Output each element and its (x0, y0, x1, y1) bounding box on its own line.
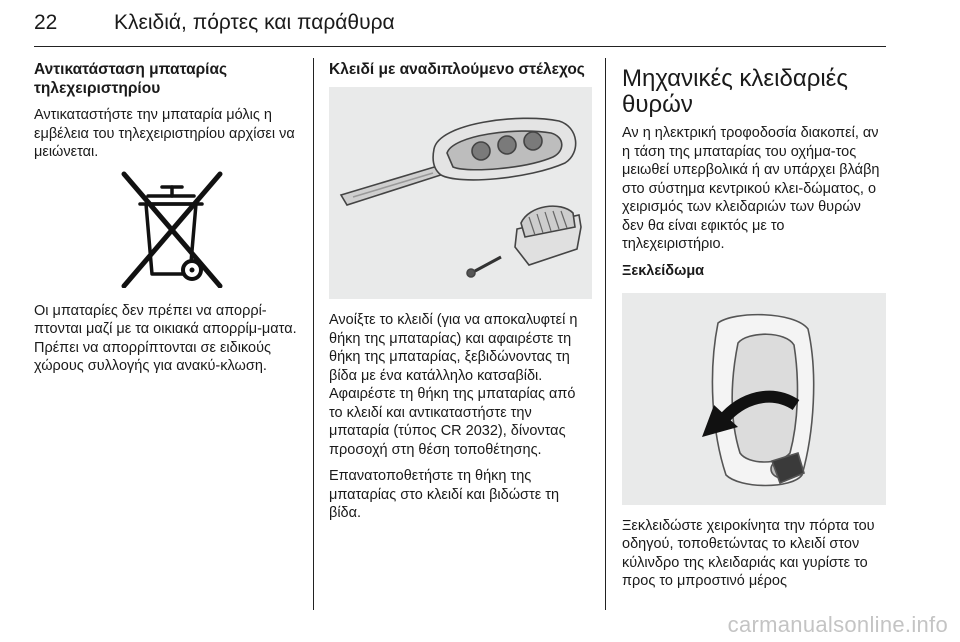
column-divider (313, 58, 314, 610)
folding-key-figure (329, 87, 592, 299)
page-number: 22 (34, 11, 58, 34)
column-divider (605, 58, 606, 610)
page-header (34, 8, 886, 47)
paragraph: Οι μπαταρίες δεν πρέπει να απορρί-πτονται μαζί με τα οικιακά απορρίμ-ματα. Πρέπει να απορρίπτονται σε ειδικούς χώρους συλλογής για ανακύ-κλωση. (34, 302, 297, 374)
door-lock-figure (622, 293, 886, 505)
door-handle-key-unlock-illustration (622, 293, 886, 505)
crossed-out-wheelie-bin-icon (34, 170, 302, 288)
running-title: Κλειδιά, πόρτες και παράθυρα (114, 11, 395, 34)
paragraph: Επανατοποθετήστε τη θήκη της μπαταρίας στο κλειδί και βιδώστε τη βίδα. (329, 468, 560, 521)
disposal-figure (34, 170, 302, 288)
column-folding-key (329, 60, 592, 531)
section-heading: Κλειδί με αναδιπλούμενο στέλεχος (329, 61, 585, 78)
column-battery-replacement (34, 60, 302, 384)
paragraph: Ανοίξτε το κλειδί (για να αποκαλυφτεί η θήκη της μπαταρίας) και αφαιρέστε τη θήκη της μπαταρίας, ξεβιδώνοντας τη βίδα με ένα κατάλληλο κατσαβίδι. Αφαιρέστε τη θήκη της μπαταρίας από το κλειδί και αντικαταστήστε την μπαταρία (τύπος CR 2032), δίνοντας προσοχή στη θέση τοποθέτησης. (329, 312, 578, 458)
watermark: carmanualsonline.info (727, 612, 948, 637)
column-mechanical-locks (622, 60, 886, 599)
paragraph: Αντικαταστήστε την μπαταρία μόλις η εμβέλεια του τηλεχειριστηρίου αρχίσει να μειώνεται. (34, 107, 295, 160)
paragraph: Αν η ηλεκτρική τροφοδοσία διακοπεί, αν η τάση της μπαταρίας του οχήμα-τος μειωθεί υπερβολικά ή αν υπάρχει βλάβη στο σύστημα κεντρικού κλει-δώματος, ο χειρισμός των κλειδαριών των θυρών δεν θα είναι εφικτός με το τηλεχειριστήριο. (622, 125, 880, 252)
folding-key-battery-illustration (329, 87, 592, 299)
section-heading: Μηχανικές κλειδαριές θυρών (622, 65, 848, 118)
paragraph: Ξεκλειδώστε χειροκίνητα την πόρτα του οδηγού, τοποθετώντας το κλειδί στον κύλινδρο της κλειδαριάς και γυρίστε το προς το μπροστινό μέρος (622, 517, 875, 589)
subheading: Ξεκλείδωμα (622, 262, 705, 279)
section-heading: Αντικατάσταση μπαταρίας τηλεχειριστηρίου (34, 61, 228, 97)
